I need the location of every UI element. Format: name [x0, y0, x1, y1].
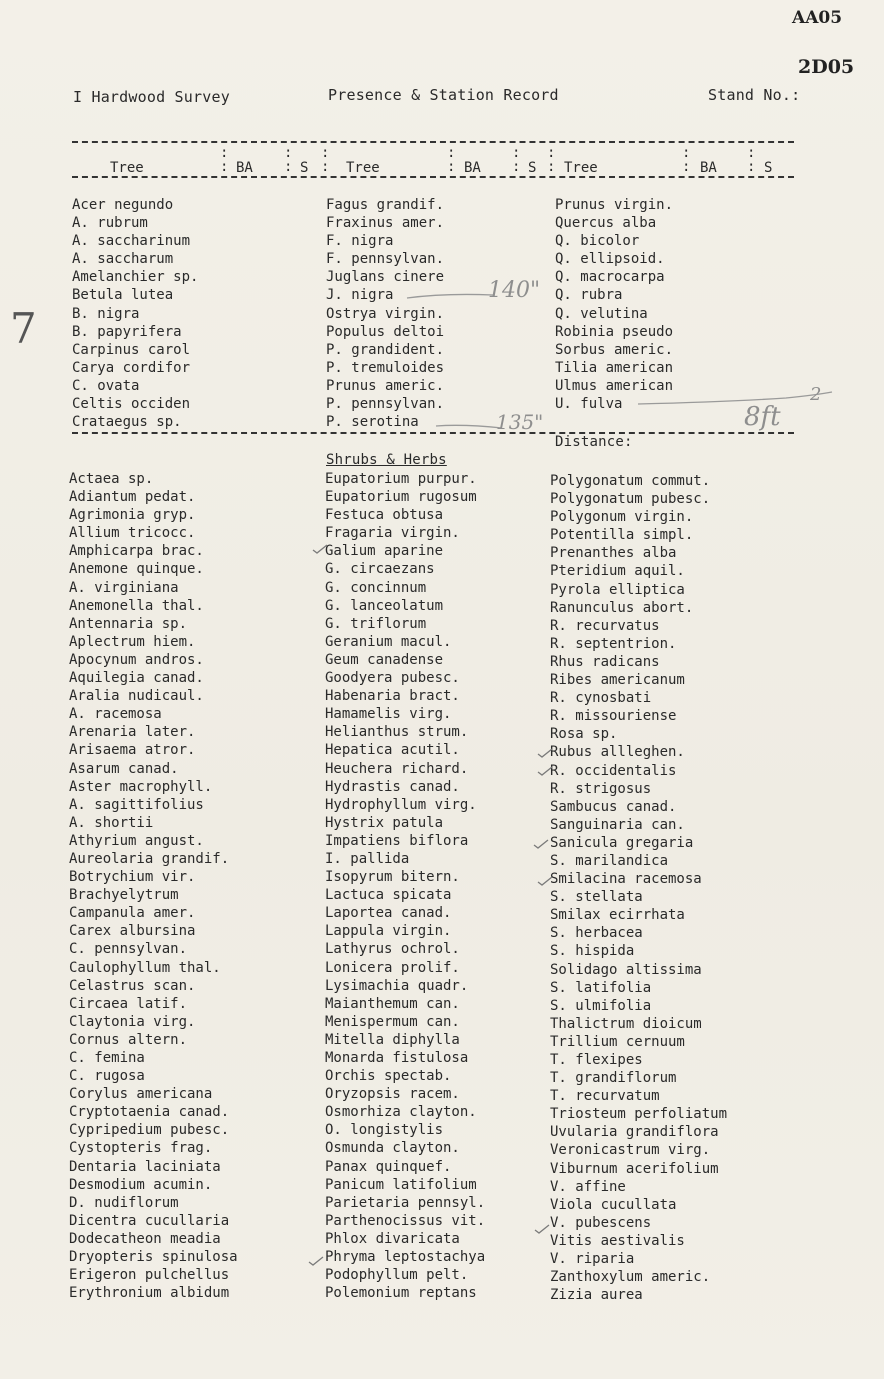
list-item: Dentaria laciniata — [69, 1158, 221, 1175]
list-item: Q. velutina — [555, 305, 648, 322]
pencil-note-serotina: 135" — [496, 410, 544, 434]
check-mark-icon — [537, 748, 553, 758]
list-item: Hydrophyllum virg. — [325, 796, 477, 813]
list-item: G. concinnum — [325, 579, 427, 596]
list-item: Uvularia grandiflora — [550, 1124, 719, 1141]
list-item: Fraxinus amer. — [326, 215, 445, 232]
list-item: Q. macrocarpa — [555, 269, 665, 286]
list-item: Lappula virgin. — [325, 923, 452, 940]
header-rule-bottom — [72, 176, 794, 178]
list-item: Prenanthes alba — [550, 545, 677, 562]
list-item: Mitella diphylla — [325, 1031, 460, 1048]
column-separator: : : — [747, 145, 756, 175]
list-item: F. pennsylvan. — [326, 251, 445, 268]
list-item: Aralia nudicaul. — [69, 688, 204, 705]
header-rule-top — [72, 141, 794, 143]
list-item: Ulmus american — [555, 377, 674, 394]
list-item: O. longistylis — [325, 1122, 444, 1139]
list-item: Hystrix patula — [325, 814, 444, 831]
list-item: Amphicarpa brac. — [69, 543, 204, 560]
list-item: Isopyrum bitern. — [325, 869, 460, 886]
list-item: Carya cordifor — [72, 359, 191, 376]
pencil-note-nigra: 140" — [488, 278, 541, 303]
column-separator: : : — [220, 145, 229, 175]
list-item: Prunus americ. — [326, 377, 445, 394]
herb-list-col3 — [550, 472, 727, 1304]
list-item: Quercus alba — [555, 215, 657, 232]
list-item: Dodecatheon meadia — [69, 1230, 221, 1247]
check-mark-icon — [537, 766, 553, 776]
list-item: Polemonium reptans — [325, 1285, 477, 1302]
list-item: S. latifolia — [550, 979, 652, 996]
list-item: Maianthemum can. — [325, 995, 460, 1012]
list-item: Crataegus sp. — [72, 414, 182, 431]
list-item: Cryptotaenia canad. — [69, 1104, 230, 1121]
list-item: R. occidentalis — [550, 762, 677, 779]
list-item: Rosa sp. — [550, 726, 618, 743]
list-item: Lonicera prolif. — [325, 959, 460, 976]
list-item: B. papyrifera — [72, 323, 182, 340]
list-item: C. ovata — [72, 377, 140, 394]
check-mark-icon — [534, 1224, 550, 1234]
list-item: Phryma leptostachya — [325, 1249, 486, 1266]
list-item: Lathyrus ochrol. — [325, 941, 460, 958]
list-item: Parthenocissus vit. — [325, 1212, 486, 1229]
list-item: Hepatica acutil. — [325, 742, 460, 759]
list-item: Heuchera richard. — [325, 760, 469, 777]
list-item: Hamamelis virg. — [325, 706, 452, 723]
list-item: Eupatorium rugosum — [325, 489, 477, 506]
list-item: Zanthoxylum americ. — [550, 1269, 711, 1286]
tree-column-header-2: Tree — [346, 160, 380, 176]
list-item: Betula lutea — [72, 287, 174, 304]
list-item: Eupatorium purpur. — [325, 471, 477, 487]
list-item: R. cynosbati — [550, 690, 652, 707]
list-item: G. triflorum — [325, 615, 427, 632]
list-item: C. rugosa — [69, 1068, 145, 1085]
list-item: B. nigra — [72, 305, 140, 322]
pencil-note-left-margin: 7 — [10, 304, 37, 353]
list-item: A. racemosa — [69, 706, 162, 723]
list-item: Lysimachia quadr. — [325, 977, 469, 994]
list-item: Circaea latif. — [69, 995, 188, 1012]
list-item: V. pubescens — [550, 1214, 652, 1231]
herb-list-col1 — [69, 470, 238, 1302]
list-item: G. lanceolatum — [325, 597, 444, 614]
list-item: Juglans cinere — [326, 269, 445, 286]
column-separator: : : — [512, 145, 521, 175]
column-separator: : : — [284, 145, 293, 175]
list-item: V. affine — [550, 1178, 626, 1195]
list-item: Populus deltoi — [326, 323, 445, 340]
list-item: Erigeron pulchellus — [69, 1267, 230, 1284]
list-item: Oryzopsis racem. — [325, 1086, 460, 1103]
list-item: A. sagittifolius — [69, 796, 204, 813]
list-item: Hydrastis canad. — [325, 778, 460, 795]
s-column-header-3: S — [764, 160, 773, 176]
herb-list-col2 — [325, 470, 485, 1302]
list-item: Galium aparine — [325, 543, 444, 560]
ba-column-header-1: BA — [236, 160, 253, 176]
list-item: T. flexipes — [550, 1052, 643, 1068]
list-item: Aplectrum hiem. — [69, 633, 196, 650]
list-item: C. femina — [69, 1050, 145, 1066]
list-item: Osmorhiza clayton. — [325, 1104, 477, 1121]
column-separator: : : — [547, 145, 556, 175]
list-item: Thalictrum dioicum — [550, 1015, 702, 1032]
list-item: Q. bicolor — [555, 233, 640, 250]
check-mark-icon — [308, 1256, 324, 1266]
list-item: Viburnum acerifolium — [550, 1160, 719, 1177]
list-item: Pyrola elliptica — [550, 581, 685, 598]
distance-label: Distance: — [555, 434, 633, 450]
list-item: R. missouriense — [550, 708, 677, 725]
list-item: Robinia pseudo — [555, 323, 674, 340]
list-item: Erythronium albidum — [69, 1285, 230, 1302]
list-item: Antennaria sp. — [69, 615, 188, 632]
list-item: Fragaria virgin. — [325, 525, 460, 542]
list-item: A. virginiana — [69, 579, 179, 596]
list-item: Habenaria bract. — [325, 688, 460, 705]
list-item: S. stellata — [550, 889, 643, 906]
list-item: A. saccharum — [72, 251, 174, 268]
list-item: Parietaria pennsyl. — [325, 1194, 486, 1211]
list-item: Triosteum perfoliatum — [550, 1106, 728, 1123]
list-item: S. ulmifolia — [550, 997, 652, 1014]
pencil-note-fulva: 8ft — [744, 402, 781, 432]
stand-number-label: Stand No.: — [708, 86, 801, 104]
list-item: Monarda fistulosa — [325, 1050, 469, 1066]
list-item: Ribes americanum — [550, 672, 685, 689]
list-item: Claytonia virg. — [69, 1013, 196, 1030]
list-item: Helianthus strum. — [325, 724, 469, 741]
pencil-line-serotina — [434, 420, 504, 432]
list-item: Smilax ecirrhata — [550, 907, 685, 924]
list-item: Geranium macul. — [325, 633, 452, 650]
list-item: Dryopteris spinulosa — [69, 1249, 238, 1266]
list-item: Athyrium angust. — [69, 832, 204, 849]
list-item: Smilacina racemosa — [550, 871, 702, 888]
list-item: Actaea sp. — [69, 471, 154, 487]
pencil-line-fulva — [636, 390, 836, 414]
list-item: Q. ellipsoid. — [555, 251, 665, 268]
list-item: Viola cucullata — [550, 1196, 677, 1213]
column-separator: : : — [682, 145, 691, 175]
list-item: P. tremuloides — [326, 359, 445, 376]
record-title: Presence & Station Record — [328, 86, 559, 104]
list-item: Anemonella thal. — [69, 597, 204, 614]
list-item: Polygonum virgin. — [550, 509, 694, 526]
list-item: Polygonatum pubesc. — [550, 491, 711, 508]
column-separator: : : — [321, 145, 330, 175]
check-mark-icon — [533, 839, 549, 849]
column-separator: : : — [447, 145, 456, 175]
list-item: S. hispida — [550, 943, 635, 960]
list-item: S. herbacea — [550, 925, 643, 942]
list-item: Lactuca spicata — [325, 887, 452, 904]
list-item: T. recurvatum — [550, 1088, 660, 1105]
s-column-header-2: S — [528, 160, 537, 176]
list-item: Vitis aestivalis — [550, 1232, 685, 1249]
list-item: Agrimonia gryp. — [69, 507, 196, 524]
pencil-line-nigra — [405, 290, 495, 302]
list-item: I. pallida — [325, 850, 410, 867]
list-item: Anemone quinque. — [69, 561, 204, 578]
list-item: Carpinus carol — [72, 341, 191, 358]
list-item: Dicentra cucullaria — [69, 1212, 230, 1229]
ba-column-header-2: BA — [464, 160, 481, 176]
survey-title: I Hardwood Survey — [73, 88, 230, 106]
list-item: Cornus altern. — [69, 1031, 188, 1048]
list-item: Ostrya virgin. — [326, 305, 445, 322]
list-item: Rhus radicans — [550, 653, 660, 670]
list-item: Campanula amer. — [69, 905, 196, 922]
list-item: Pteridium aquil. — [550, 563, 685, 580]
list-item: Adiantum pedat. — [69, 489, 196, 506]
list-item: Geum canadense — [325, 651, 444, 668]
tree-list-col1 — [72, 196, 198, 431]
list-item: Prunus virgin. — [555, 197, 674, 213]
list-item: Q. rubra — [555, 287, 623, 304]
list-item: Corylus americana — [69, 1086, 213, 1103]
list-item: Osmunda clayton. — [325, 1140, 460, 1157]
list-item: Trillium cernuum — [550, 1033, 685, 1050]
list-item: Impatiens biflora — [325, 832, 469, 849]
list-item: Allium tricocc. — [69, 525, 196, 542]
list-item: Phlox divaricata — [325, 1230, 460, 1247]
list-item: F. nigra — [326, 233, 394, 250]
corner-mark-top: AA05 — [792, 8, 843, 28]
list-item: Menispermum can. — [325, 1013, 460, 1030]
ba-column-header-3: BA — [700, 160, 717, 176]
check-mark-icon — [312, 544, 328, 554]
list-item: Brachyelytrum — [69, 887, 179, 904]
list-item: Botrychium vir. — [69, 869, 196, 886]
tree-list-col3 — [555, 196, 673, 413]
list-item: Sorbus americ. — [555, 341, 674, 358]
list-item: Celastrus scan. — [69, 977, 196, 994]
list-item: Rubus allleghen. — [550, 744, 685, 761]
list-item: P. pennsylvan. — [326, 396, 445, 413]
list-item: Ranunculus abort. — [550, 599, 694, 616]
list-item: Potentilla simpl. — [550, 527, 694, 544]
tree-column-header-1: Tree — [110, 160, 144, 176]
tree-list-col2 — [326, 196, 444, 431]
list-item: T. grandiflorum — [550, 1070, 677, 1087]
list-item: Caulophyllum thal. — [69, 959, 221, 976]
trees-bottom-rule — [72, 432, 794, 434]
check-mark-icon — [537, 876, 553, 886]
pencil-note-fulva-2: 2 — [810, 384, 822, 405]
list-item: S. marilandica — [550, 852, 669, 869]
list-item: R. strigosus — [550, 780, 652, 797]
list-item: Orchis spectab. — [325, 1068, 452, 1085]
list-item: Veronicastrum virg. — [550, 1142, 711, 1159]
list-item: Arenaria later. — [69, 724, 196, 741]
list-item: Sambucus canad. — [550, 798, 677, 815]
s-column-header-1: S — [300, 160, 309, 176]
list-item: Cypripedium pubesc. — [69, 1122, 230, 1139]
list-item: Podophyllum pelt. — [325, 1267, 469, 1284]
list-item: U. fulva — [555, 396, 623, 413]
list-item: Panicum latifolium — [325, 1176, 477, 1193]
list-item: Acer negundo — [72, 197, 174, 213]
list-item: V. riparia — [550, 1251, 635, 1268]
tree-column-header-3: Tree — [564, 160, 598, 176]
list-item: Cystopteris frag. — [69, 1140, 213, 1157]
list-item: Aster macrophyll. — [69, 778, 213, 795]
list-item: Panax quinquef. — [325, 1158, 452, 1175]
list-item: Goodyera pubesc. — [325, 670, 460, 687]
list-item: Desmodium acumin. — [69, 1176, 213, 1193]
list-item: Arisaema atror. — [69, 742, 196, 759]
list-item: Celtis occiden — [72, 396, 191, 413]
list-item: Amelanchier sp. — [72, 269, 199, 286]
list-item: D. nudiflorum — [69, 1194, 179, 1211]
shrubs-herbs-heading: Shrubs & Herbs — [326, 452, 447, 468]
list-item: Sanicula gregaria — [550, 834, 694, 851]
list-item: Tilia american — [555, 359, 674, 376]
corner-mark-bottom: 2D05 — [798, 56, 855, 78]
list-item: J. nigra — [326, 287, 394, 304]
list-item: A. rubrum — [72, 215, 148, 232]
list-item: R. septentrion. — [550, 635, 677, 652]
list-item: Fagus grandif. — [326, 197, 445, 213]
list-item: Solidago altissima — [550, 961, 702, 978]
list-item: Polygonatum commut. — [550, 473, 711, 489]
list-item: Carex albursina — [69, 923, 196, 940]
list-item: R. recurvatus — [550, 617, 660, 634]
list-item: G. circaezans — [325, 561, 435, 578]
list-item: Aureolaria grandif. — [69, 850, 230, 867]
list-item: Apocynum andros. — [69, 651, 204, 668]
list-item: Asarum canad. — [69, 760, 179, 777]
list-item: Laportea canad. — [325, 905, 452, 922]
list-item: Festuca obtusa — [325, 507, 444, 524]
list-item: C. pennsylvan. — [69, 941, 188, 958]
list-item: Aquilegia canad. — [69, 670, 204, 687]
list-item: P. grandident. — [326, 341, 445, 358]
list-item: Sanguinaria can. — [550, 816, 685, 833]
list-item: Zizia aurea — [550, 1287, 643, 1304]
list-item: P. serotina — [326, 414, 419, 431]
list-item: A. shortii — [69, 814, 154, 831]
list-item: A. saccharinum — [72, 233, 191, 250]
